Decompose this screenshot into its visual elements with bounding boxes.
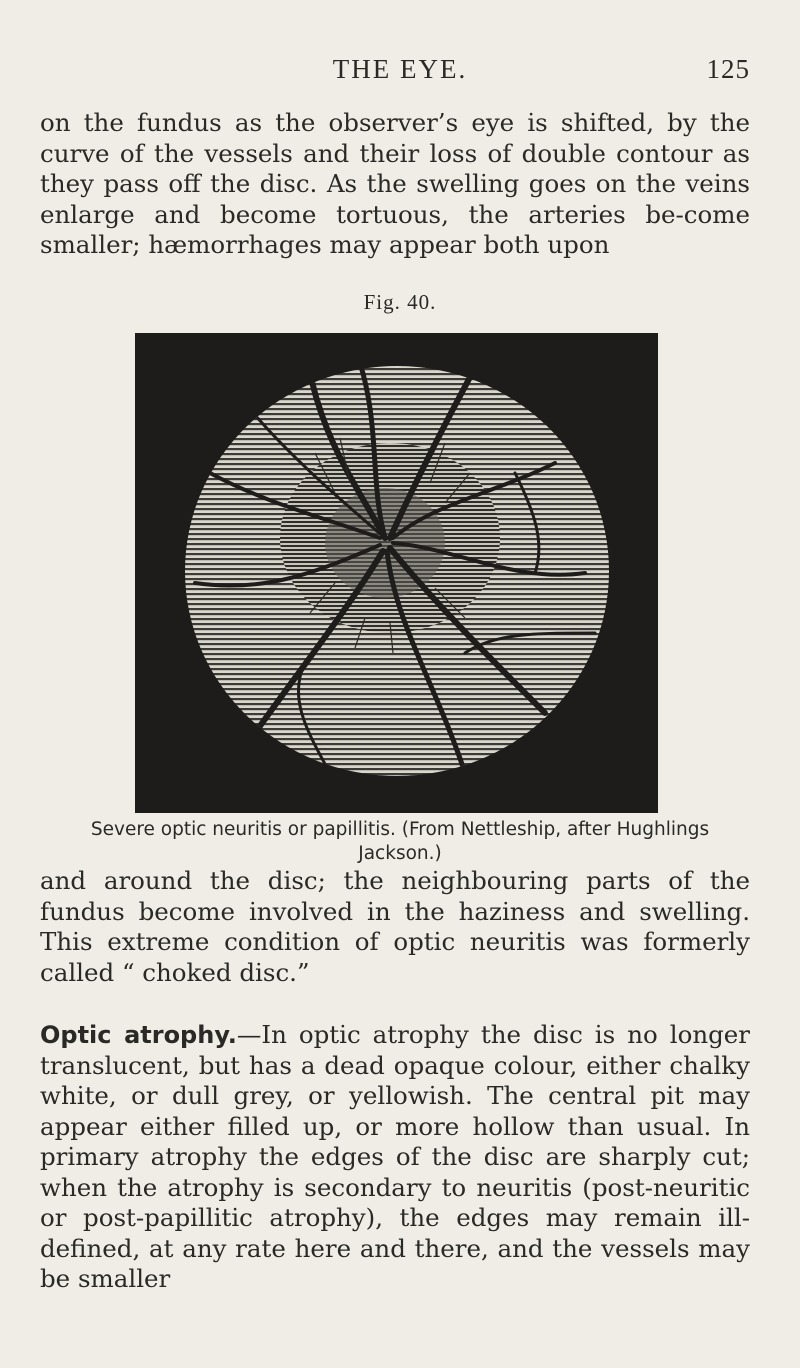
paragraph-2: and around the disc; the neighbouring parts of the fundus become involved in the haziness and swelling. This extreme condition of optic neuritis was formerly called “ choked disc.” — [40, 866, 750, 987]
figure-label: Fig. 40. — [363, 290, 437, 314]
figure-caption: Severe optic neuritis or papillitis. (From Nettleship, after Hughlings Jackson.) — [90, 819, 710, 864]
paragraph-3 — [40, 1020, 750, 1295]
page-header — [0, 52, 800, 92]
paragraph-3-body: —In optic atrophy the disc is no longer translucent, but has a dead opaque colour, either chalky white, or dull grey, or yellowish. The central pit may appear either filled up, or more hollow than usual. In primary atrophy the edges of the disc are sharply cut; when the atrophy is secondary to neuritis (post-neuritic or post-papillitic atrophy), the edges may remain ill-defined, at any rate here and there, and the vessels may be smaller — [40, 1020, 750, 1293]
section-heading-optic-atrophy: Optic atrophy. — [40, 1021, 237, 1049]
running-title: THE EYE. — [332, 54, 468, 84]
fundus-illustration — [135, 333, 658, 813]
paragraph-1: on the fundus as the observer’s eye is shifted, by the curve of the vessels and their loss of double contour as they pass off the disc. As the swelling goes on the veins enlarge and become tortuous, the arteries be-come smaller; hæmorrhages may appear both upon — [40, 108, 750, 259]
page-number: 125 — [706, 54, 750, 84]
